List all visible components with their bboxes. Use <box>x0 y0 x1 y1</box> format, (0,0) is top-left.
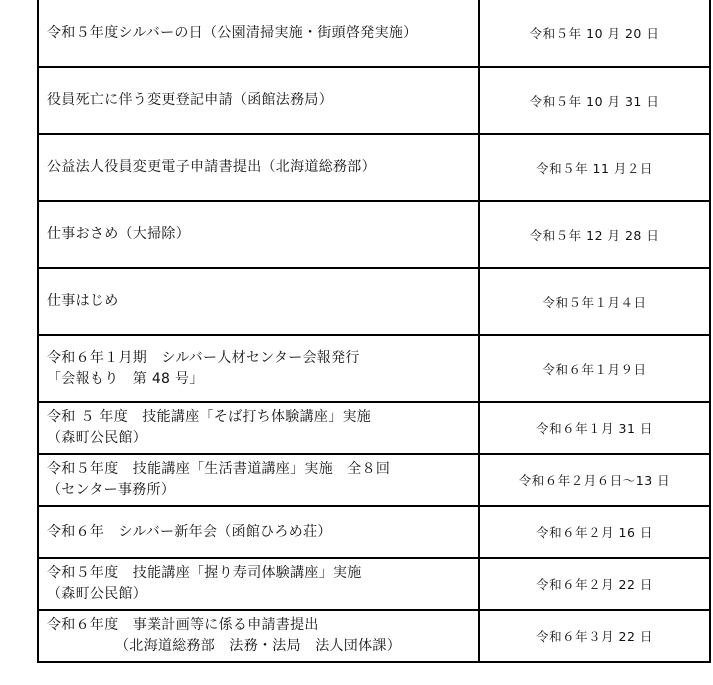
table-row <box>38 506 710 558</box>
date-text: 令和６年２月６日～13 日 <box>518 473 671 488</box>
date-cell <box>479 335 710 402</box>
date-cell <box>479 67 710 134</box>
date-text: 令和５年 10 月 20 日 <box>529 26 660 41</box>
table-row <box>38 454 710 506</box>
event-text-line2: （森町公民館） <box>47 586 148 602</box>
date-cell <box>479 0 710 67</box>
table-row <box>38 67 710 134</box>
event-text: 仕事はじめ <box>47 293 119 309</box>
event-text: 令和５年度 技能講座「握り寿司体験講座」実施 <box>47 565 362 581</box>
date-text: 令和５年 12 月 28 日 <box>529 227 660 243</box>
event-text: 令和６年１月期 シルバー人材センター会報発行 <box>47 349 360 366</box>
event-cell <box>38 335 479 402</box>
event-text-line2: （北海道総務部 法務・法局 法人団体課） <box>115 638 401 654</box>
date-cell <box>479 610 710 662</box>
event-text-line2: （森町公民館） <box>47 430 148 446</box>
event-cell <box>38 134 479 201</box>
event-text: 役員死亡に伴う変更登記申請（函館法務局） <box>47 92 333 108</box>
event-text-line2: （センター事務所） <box>47 482 176 498</box>
table-row <box>38 402 710 454</box>
date-cell <box>479 201 710 268</box>
event-cell <box>38 454 479 506</box>
table-row <box>38 0 710 67</box>
event-text: 公益法人役員変更電子申請書提出（北海道総務部） <box>47 159 376 175</box>
table-row <box>38 558 710 610</box>
event-cell <box>38 558 479 610</box>
event-cell <box>38 201 479 268</box>
schedule-table <box>37 0 711 663</box>
event-cell <box>38 268 479 335</box>
event-cell <box>38 67 479 134</box>
event-cell <box>38 610 479 662</box>
event-text: 令和５年度 技能講座「生活書道講座」実施 全８回 <box>47 461 391 477</box>
date-text: 令和６年２月 16 日 <box>536 525 653 540</box>
table-row <box>38 268 710 335</box>
date-text: 令和６年３月 22 日 <box>536 629 653 644</box>
date-text: 令和６年２月 22 日 <box>536 577 653 592</box>
date-cell <box>479 558 710 610</box>
event-cell <box>38 0 479 67</box>
event-cell <box>38 506 479 558</box>
event-text: 仕事おさめ（大掃除） <box>47 226 190 242</box>
event-text: 令和 ５ 年度 技能講座「そば打ち体験講座」実施 <box>47 409 372 425</box>
table-row <box>38 610 710 662</box>
date-text: 令和６年１月９日 <box>542 361 647 377</box>
date-text: 令和５年 11 月２日 <box>536 160 653 176</box>
event-text-line2: 「会報もり 第 48 号」 <box>47 370 204 387</box>
table-row <box>38 201 710 268</box>
event-text: 令和５年度シルバーの日（公園清掃実施・街頭啓発実施） <box>47 24 418 41</box>
date-cell <box>479 454 710 506</box>
date-cell <box>479 506 710 558</box>
event-text: 令和６年 シルバー新年会（函館ひろめ荘） <box>47 523 332 540</box>
date-text: 令和６年１月 31 日 <box>536 421 653 436</box>
table-row <box>38 134 710 201</box>
date-text: 令和５年 10 月 31 日 <box>529 93 660 109</box>
event-cell <box>38 402 479 454</box>
date-cell <box>479 134 710 201</box>
date-text: 令和５年１月４日 <box>542 294 647 310</box>
date-cell <box>479 402 710 454</box>
table-row <box>38 335 710 402</box>
event-text: 令和６年度 事業計画等に係る申請書提出 <box>47 617 319 633</box>
date-cell <box>479 268 710 335</box>
